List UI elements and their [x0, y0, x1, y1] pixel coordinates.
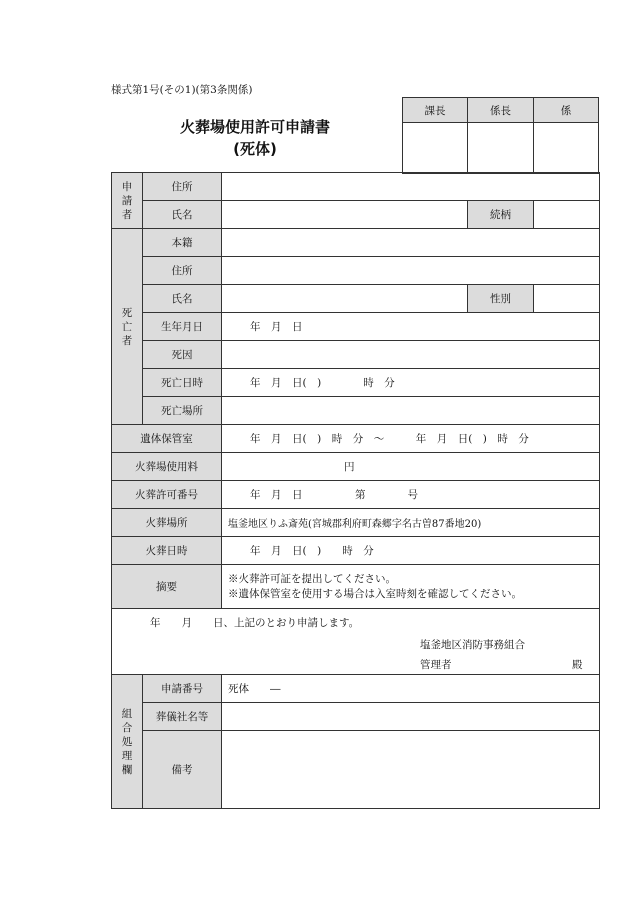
cremation-date-label: 火葬日時 — [112, 537, 222, 565]
form-reference: 様式第1号(その1)(第3条関係) — [111, 84, 253, 96]
crematorium-label: 火葬場所 — [112, 509, 222, 537]
notes-line-1: ※火葬許可証を提出してください。 — [228, 572, 396, 585]
title-sub: (死体) — [233, 140, 277, 158]
cremation-date-field[interactable]: 年 月 日( ) 時 分 — [222, 537, 600, 565]
deceased-address-label: 住所 — [143, 257, 222, 285]
crematorium-field: 塩釜地区りふ斎苑(宮城郡利府町森郷字名古曽87番地20) — [222, 509, 600, 537]
applicant-relation-field[interactable] — [534, 201, 600, 229]
deceased-birth-label: 生年月日 — [143, 313, 222, 341]
declaration-text: 年 月 日、上記のとおり申請します。 — [150, 617, 360, 629]
title-main: 火葬場使用許可申請書 — [179, 118, 330, 136]
permit-field[interactable]: 年 月 日 第 号 — [222, 481, 600, 509]
deceased-address-field[interactable] — [222, 257, 600, 285]
applicant-address-field[interactable] — [222, 173, 600, 201]
declaration-block — [112, 609, 600, 675]
deceased-domicile-label: 本籍 — [143, 229, 222, 257]
deceased-group-label: 死 亡 者 — [112, 229, 143, 425]
deceased-domicile-field[interactable] — [222, 229, 600, 257]
applicant-relation-label: 続柄 — [468, 201, 534, 229]
application-form-table — [111, 172, 600, 809]
notes-field — [222, 565, 600, 609]
notes-line-2: ※遺体保管室を使用する場合は入室時刻を確認してください。 — [228, 587, 522, 600]
deceased-sex-field[interactable] — [534, 285, 600, 313]
funeral-company-label: 葬儀社名等 — [143, 703, 222, 731]
applicant-name-field[interactable] — [222, 201, 468, 229]
applicant-group-label: 申 請 者 — [112, 173, 143, 229]
form-title — [150, 116, 360, 160]
stamp-box-staff[interactable] — [534, 123, 599, 174]
deceased-cause-field[interactable] — [222, 341, 600, 369]
notes-label: 摘要 — [112, 565, 222, 609]
storage-label: 遺体保管室 — [112, 425, 222, 453]
remarks-label: 備考 — [143, 731, 222, 809]
approval-header-subsection-chief: 係長 — [468, 98, 534, 123]
deceased-death-place-field[interactable] — [222, 397, 600, 425]
approval-header-staff: 係 — [534, 98, 599, 123]
approval-header-section-chief: 課長 — [403, 98, 468, 123]
deceased-birth-field[interactable]: 年 月 日 — [222, 313, 600, 341]
deceased-death-time-field[interactable]: 年 月 日( ) 時 分 — [222, 369, 600, 397]
storage-field[interactable]: 年 月 日( ) 時 分 ～ 年 月 日( ) 時 分 — [222, 425, 600, 453]
deceased-name-field[interactable] — [222, 285, 468, 313]
deceased-death-time-label: 死亡日時 — [143, 369, 222, 397]
application-number-field[interactable]: 死体 ― — [222, 675, 600, 703]
deceased-death-place-label: 死亡場所 — [143, 397, 222, 425]
stamp-box-section-chief[interactable] — [403, 123, 468, 174]
applicant-name-label: 氏名 — [143, 201, 222, 229]
deceased-cause-label: 死因 — [143, 341, 222, 369]
fee-field[interactable]: 円 — [222, 453, 600, 481]
office-group-label: 組 合 処 理 欄 — [112, 675, 143, 809]
declaration-manager: 管理者 — [420, 659, 452, 671]
fee-label: 火葬場使用料 — [112, 453, 222, 481]
stamp-box-subsection-chief[interactable] — [468, 123, 534, 174]
remarks-field[interactable] — [222, 731, 600, 809]
applicant-address-label: 住所 — [143, 173, 222, 201]
deceased-name-label: 氏名 — [143, 285, 222, 313]
declaration-org: 塩釜地区消防事務組合 — [420, 639, 525, 651]
approval-stamp-table — [402, 97, 599, 174]
permit-label: 火葬許可番号 — [112, 481, 222, 509]
funeral-company-field[interactable] — [222, 703, 600, 731]
deceased-sex-label: 性別 — [468, 285, 534, 313]
application-number-label: 申請番号 — [143, 675, 222, 703]
declaration-honorific: 殿 — [572, 659, 583, 671]
